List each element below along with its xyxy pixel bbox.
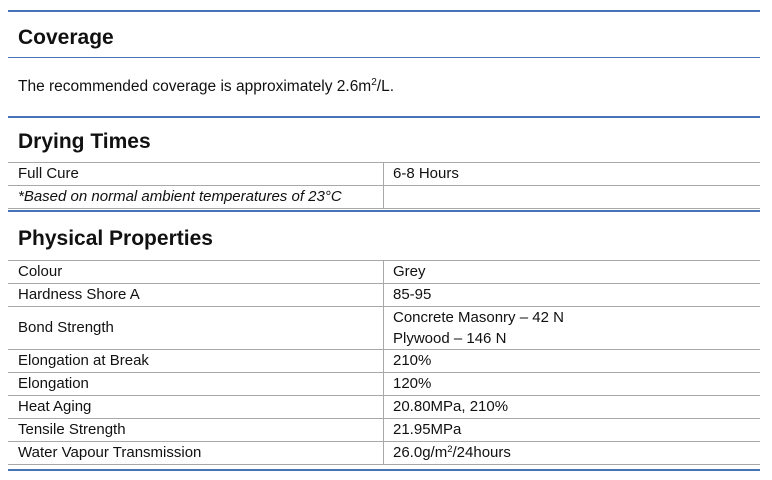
property-value-line1: Concrete Masonry – 42 N <box>393 308 564 326</box>
drying-note-empty <box>384 186 761 209</box>
property-value-line2: Plywood – 146 N <box>393 330 507 347</box>
property-label: Elongation at Break <box>8 350 384 373</box>
property-value-sup: 2 <box>447 444 453 456</box>
property-value: 210% <box>384 350 761 373</box>
property-value: 21.95MPa <box>384 419 761 442</box>
table-row <box>8 350 760 373</box>
physical-heading: Physical Properties <box>18 227 213 250</box>
property-label: Heat Aging <box>8 396 384 419</box>
table-row <box>8 284 760 307</box>
table-row <box>8 307 760 350</box>
drying-top-rule <box>8 116 760 118</box>
property-value: 120% <box>384 373 761 396</box>
property-label: Colour <box>8 261 384 284</box>
property-value: Grey <box>384 261 761 284</box>
coverage-top-rule <box>8 10 760 12</box>
property-label: Elongation <box>8 373 384 396</box>
coverage-text <box>18 78 394 95</box>
physical-bottom-rule <box>8 469 760 471</box>
table-row <box>8 442 760 465</box>
property-value: 20.80MPa, 210% <box>384 396 761 419</box>
property-value-suffix: /24hours <box>452 444 511 462</box>
drying-row-label: Full Cure <box>8 163 384 186</box>
property-value <box>384 442 761 465</box>
coverage-heading: Coverage <box>18 26 114 49</box>
property-label: Tensile Strength <box>8 419 384 442</box>
table-row <box>8 261 760 284</box>
property-value: 85-95 <box>384 284 761 307</box>
table-row <box>8 419 760 442</box>
drying-table <box>8 162 760 209</box>
table-row <box>8 373 760 396</box>
coverage-heading-rule <box>8 57 760 58</box>
physical-top-rule <box>8 210 760 212</box>
property-label: Bond Strength <box>8 307 384 350</box>
drying-row-value: 6-8 Hours <box>384 163 761 186</box>
property-value <box>384 307 761 350</box>
property-label: Water Vapour Transmission <box>8 442 384 465</box>
table-row <box>8 396 760 419</box>
table-row <box>8 163 760 186</box>
coverage-text-sup: 2 <box>371 77 377 88</box>
table-row <box>8 186 760 209</box>
physical-table <box>8 260 760 465</box>
drying-heading: Drying Times <box>18 130 151 153</box>
coverage-text-suffix: /L. <box>376 78 395 95</box>
property-label: Hardness Shore A <box>8 284 384 307</box>
drying-note: *Based on normal ambient temperatures of 23°C <box>8 186 384 209</box>
coverage-text-prefix: The recommended coverage is approximately 2.6m <box>18 78 372 95</box>
property-value-prefix: 26.0g/m <box>393 444 448 462</box>
